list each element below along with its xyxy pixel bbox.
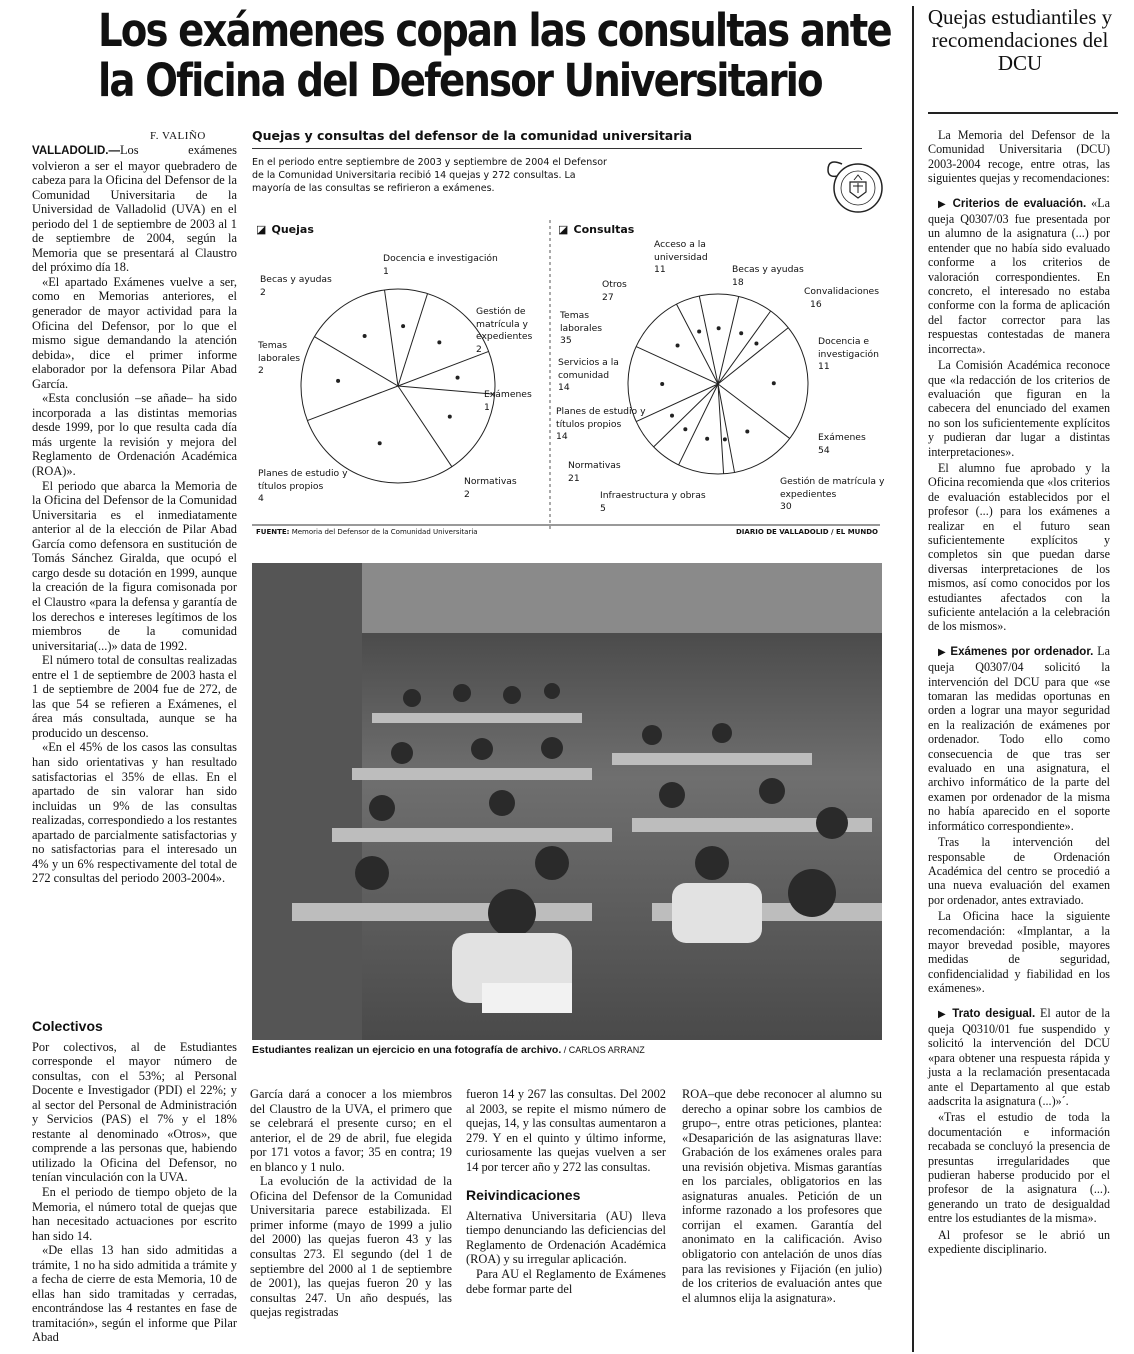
pie-slice-marker-10 [676, 344, 680, 348]
pie-slice-marker-11 [697, 329, 701, 333]
pie-slice-marker-2 [456, 376, 460, 380]
slice-label: Normativas 21 [568, 460, 621, 484]
subhead-colectivos: Colectivos [32, 1018, 103, 1034]
sidebar-intro: La Memoria del Defensor de la Comunidad Universitaria (DCU) 2003-2004 recoge, entre otras, las siguientes quejas y recomendaciones: [928, 128, 1110, 186]
sidebar-paragraph: Tras la intervención del responsable de Ordenación Académica del centro se procedió a una nueva evaluación del examen por ordenador, antes extraviado. [928, 835, 1110, 907]
pie-chart-icon: ◪ [256, 223, 267, 236]
slice-label: Becas y ayudas 2 [260, 274, 332, 298]
sidebar-title-rule [928, 112, 1118, 114]
slice-label: Exámenes 54 [818, 432, 866, 456]
source-note: FUENTE: Memoria del Defensor de la Comunidad Universitaria [256, 528, 478, 536]
headline [98, 4, 891, 107]
pie-slice-marker-0 [717, 326, 721, 330]
slice-label: Infraestructura y obras 5 [600, 490, 706, 514]
pie-chart-icon: ◪ [558, 223, 569, 236]
byline: F. VALIÑO [150, 130, 206, 142]
article-paragraph: Para AU el Reglamento de Exámenes debe formar parte del [466, 1267, 666, 1296]
dateline: VALLADOLID.— [32, 145, 120, 157]
pie-slice-marker-0 [401, 324, 405, 328]
article-paragraph: En el periodo de tiempo objeto de la Memoria, el número total de quejas que han necesitado actuaciones por escrito han sido 14. [32, 1185, 237, 1243]
pie-slice-marker-6 [705, 437, 709, 441]
photo-caption: Estudiantes realizan un ejercicio en una fotografía de archivo. / CARLOS ARRANZ [252, 1044, 645, 1056]
subhead-reivindicaciones: Reivindicaciones [466, 1187, 581, 1204]
classroom-exam-photo [252, 563, 882, 1040]
triangle-bullet-icon: ▶ [938, 646, 947, 658]
slice-label: Planes de estudio y títulos propios 4 [258, 468, 348, 504]
article-column-3 [466, 1087, 666, 1296]
article-paragraph: «De ellas 13 han sido admitidas a trámite, 1 no ha sido admitida a trámite y a fecha de cierre de esta Memoria, 10 de ellas han sido tramitadas y cerradas, encontrándose las 4 restantes en fase de tramitación», según el informe que Pilar Abad [32, 1243, 237, 1345]
sidebar-paragraph: La Comisión Académica reconoce que «la redacción de los criterios de evaluación que figuran en la cabecera del enunciado del examen no son los suficientemente explícitos y pudieran dar lugar a distintas interpretaciones». [928, 358, 1110, 459]
slice-label: Normativas 2 [464, 476, 517, 500]
sidebar-paragraph: Al profesor se le abrió un expediente disciplinario. [928, 1227, 1110, 1257]
slice-label: Servicios a la comunidad 14 [558, 357, 619, 393]
article-paragraph: «Esta conclusión –se añade– ha sido incorporada a las distintas memorias desde 1999, por lo que resulta cada día más urgente la revisión y mejora del Reglamento de Ordenación Académica (ROA)». [32, 391, 237, 479]
article-column-2 [250, 1087, 452, 1320]
sidebar-paragraph: El alumno fue aprobado y la Oficina recomienda que «los criterios de evaluación establecidos por el profesor (...) para los exámenes a realizar en el futuro sean suficientemente explícitos y completos sin que puedan darse diversas interpretaciones de los mismos, así como conocidos por los estudiantes afectados con la suficiente antelación a la celebración de los mismos». [928, 460, 1111, 634]
pie-slice-marker-5 [336, 379, 340, 383]
article-paragraph: El periodo que abarca la Memoria de la Oficina del Defensor de la Comunidad Universitaria es el inmediatamente anterior al de la elección de Pilar Abad García como defensora en sustitución de Tomás Sánchez Giralda, que ocupó el cargo desde su dotación en 1999, aunque la creación de la figura comisonada por el Claustro «para la defensa y garantía de los derechos e intereses legítimos de los miembros de la comunidad universitaria(...)» data de 1992. [32, 478, 237, 653]
triangle-bullet-icon: ▶ [938, 198, 948, 210]
article-paragraph: García dará a conocer a los miembros del Claustro de la UVA, el primero que se celebrará el presente curso; en el anterior, el de 29 de abril, fue elegida por 171 votos a favor; 35 en contra; 19 en blanco y 1 nulo. [250, 1087, 452, 1174]
slice-label: Gestión de matrícula y expedientes 30 [780, 476, 885, 512]
pie-slice-marker-4 [378, 441, 382, 445]
quejas-title: Quejas [271, 223, 314, 236]
slice-label: Gestión de matrícula y expedientes 2 [476, 306, 533, 355]
pie-slice-marker-4 [745, 429, 749, 433]
pie-slice-marker-1 [739, 331, 743, 335]
article-paragraph: Por colectivos, al de Estudiantes corresponde el mayor número de consultas, con el 53%; al Personal Docente e Investigador (PDI) el 22%; y al sector del Personal de Administración y Servicios (PAS) el 7% y el 18% restante al denominado «Otros», que comprende a las personas que, habiendo utilizado la Oficina del Defensor, no tenían vinculación con la UVA. [32, 1039, 237, 1185]
pie-slice-marker-8 [670, 414, 674, 418]
article-column-1 [32, 143, 237, 886]
slice-label: Otros 27 [602, 279, 627, 303]
pie-chart-consultas [628, 294, 808, 474]
sidebar-paragraph: ▶ Exámenes por ordenador. La queja Q0307/04 solicitó la intervención del DCU para que «se tomaran las medidas oportunas en orden a lograr una mayor seguridad en la realización de exámenes por ordenador. Todo ello como consecuencia de que tras ser evaluado en una asignatura, el archivo informático de la parte del examen por ordenador de la misma no había aparecido en el soporte informático correspondiente». [928, 643, 1110, 833]
article-paragraph: fueron 14 y 267 las consultas. Del 2002 al 2003, se repite el mismo número de quejas, 14, y las consultas aumentaron a 279. Y en el quinto y último informe, curiosamente las quejas vuelven a ser 14 por tercer año y 272 las consultas. [466, 1087, 666, 1174]
slice-label: Convalidaciones 16 [804, 286, 879, 310]
sidebar-paragraph: «Tras el estudio de toda la documentación e información recabada se concluyó la presencia de presuntas irregularidades que pudieran haberse producido por el profesor de la asignatura (...). generando un trato de desigualdad entre los estudiantes de la misma». [928, 1110, 1110, 1226]
pie-slice-marker-3 [448, 415, 452, 419]
article-paragraph: Alternativa Universitaria (AU) lleva tiempo denunciando las deficiencias del Reglamento de Ordenación Académica (ROA) y su irregular aplicación. [466, 1208, 666, 1267]
pie-slice-marker-3 [772, 381, 776, 385]
article-column-1-lower [32, 1019, 237, 1345]
sidebar-paragraph: La Oficina hace la siguiente recomendación: «Implantar, a la mayor brevedad posible, mayores medidas de seguridad, confidencialidad y fiabilidad en los exámenes». [928, 909, 1110, 996]
slice-label: Acceso a la universidad 11 [654, 239, 708, 275]
sidebar-paragraph: ▶ Trato desigual. El autor de la queja Q0310/01 fue suspendido y solicitó la intervención del DCU «para obtener una respuesta rápida y justa a la reclamación presentacada ante el Departamento al que estab aadscrita la asignatura (...)»´. [928, 1005, 1110, 1108]
pie-slice-marker-6 [363, 334, 367, 338]
consultas-title: Consultas [573, 223, 635, 236]
article-paragraph: El número total de consultas realizadas entre el 1 de septiembre de 2003 hasta el 1 de septiembre de 2004 fue de 272, de las que 54 se refieren a Exámenes, el área más consultada, aunque se ha producido un descenso. [32, 653, 237, 740]
pie-slice-marker-9 [660, 382, 664, 386]
article-paragraph: «En el 45% de los casos las consultas han sido orientativas y han resultado satisfactorias el 35% de ellas. En el apartado de sin valorar han sido incluidas un 9% de las consultas realizadas, correspondiedo a los restantes apartado de parcialmente satisfactorias y no satisfactorias para el interesado un 4% y un 6% respectivamente del total de 272 consultas del periodo 2003-2004». [32, 740, 237, 886]
slice-label: Temas laborales 35 [560, 310, 603, 346]
article-paragraph: VALLADOLID.—Los exámenes volvieron a ser el mayor quebradero de cabeza para la Oficina del Defensor de la Comunidad Universitaria de la Universidad de Valladolid (UVA) en el periodo del 1 de septiembre de 2003 al 1 de septiembre de 2004, según la Memoria que se presentará al Claustro del próximo día 18. [32, 143, 237, 275]
consultas-panel-header [558, 218, 634, 237]
infographic [252, 124, 888, 548]
pie-slice-marker-2 [754, 342, 758, 346]
sidebar-title: Quejas estudiantiles y recomendaciones del DCU [927, 5, 1113, 75]
pie-slice-marker-7 [683, 427, 687, 431]
slice-label: Planes de estudio y títulos propios 14 [556, 406, 646, 442]
infographic-title: Quejas y consultas del defensor de la comunidad universitaria [252, 128, 693, 143]
column-divider [912, 6, 914, 1352]
pie-slice-marker-1 [437, 340, 441, 344]
article-column-4 [682, 1087, 882, 1305]
slice-label: Exámenes 1 [484, 389, 532, 413]
slice-label: Temas laborales 2 [258, 340, 301, 376]
infographic-intro: En el periodo entre septiembre de 2003 y septiembre de 2004 el Defensor de la Comunidad Universitaria recibió 14 quejas y 272 consultas. La mayoría de las consultas se refirieron a exámenes. [252, 157, 607, 194]
article-paragraph: La evolución de la actividad de la Oficina del Defensor de la Comunidad Universitaria parece estabilizada. El primer informe (mayo de 1999 a julio del 2000) las quejas fueron 43 y las consultas 273. El segundo (del 1 de septiembre del 2000 al 1 de septiembre de 2001), las quejas fueron 20 y las consultas 247. Un año después, las quejas registradas [250, 1174, 452, 1320]
triangle-bullet-icon: ▶ [938, 1008, 948, 1020]
slice-label: Docencia e investigación 11 [818, 336, 879, 372]
article-paragraph: «El apartado Exámenes vuelve a ser, como en Memorias anteriores, el generador de mayor actividad para la Oficina del Defensor, por lo que el mismo sigue demandando la atención debida», dice el primer informe elaborador por la defensora Pilar Abad García. [32, 274, 237, 391]
article-paragraph: ROA–que debe reconocer al alumno su derecho a opinar sobre los cambios de grupo–, entre otras peticiones, plantea: «Desaparición de las asignaturas llave: Grabación de los exámenes orales para una revisión objetiva. Mismas garantías en los parciales, obligatorios en las asignaturas anuales. Petición de un informe razonado a los profesores que corrijan el examen. Garantía del anonimato en la calificación. Aviso obligatorio con antelación de unos días para las revisiones y Fijación (en julio) de los criterios de evaluación antes que el alumnos elija la asignatura». [682, 1087, 882, 1305]
slice-label: Becas y ayudas 18 [732, 264, 804, 288]
pie-chart-quejas [301, 289, 495, 483]
headline-line-2: la Oficina del Defensor Universitario [98, 54, 822, 107]
graphic-credit: DIARIO DE VALLADOLID / EL MUNDO [736, 528, 878, 536]
slice-label: Docencia e investigación 1 [383, 253, 498, 277]
pie-slice-marker-5 [723, 437, 727, 441]
sidebar-paragraph: ▶ Criterios de evaluación. «La queja Q0307/03 fue presentada por un alumno de la asignatura (...) por entender que no había sido evaluado conforme a los criterios de valoración correspondientes. En concreto, el interesado no estaba conforme con la forma de aplicación del factor corrector para las respuestas contestadas de manera incorrecta». [928, 195, 1110, 356]
headline-line-1: Los exámenes copan las consultas ante [98, 4, 891, 57]
sidebar-column [928, 128, 1110, 1258]
